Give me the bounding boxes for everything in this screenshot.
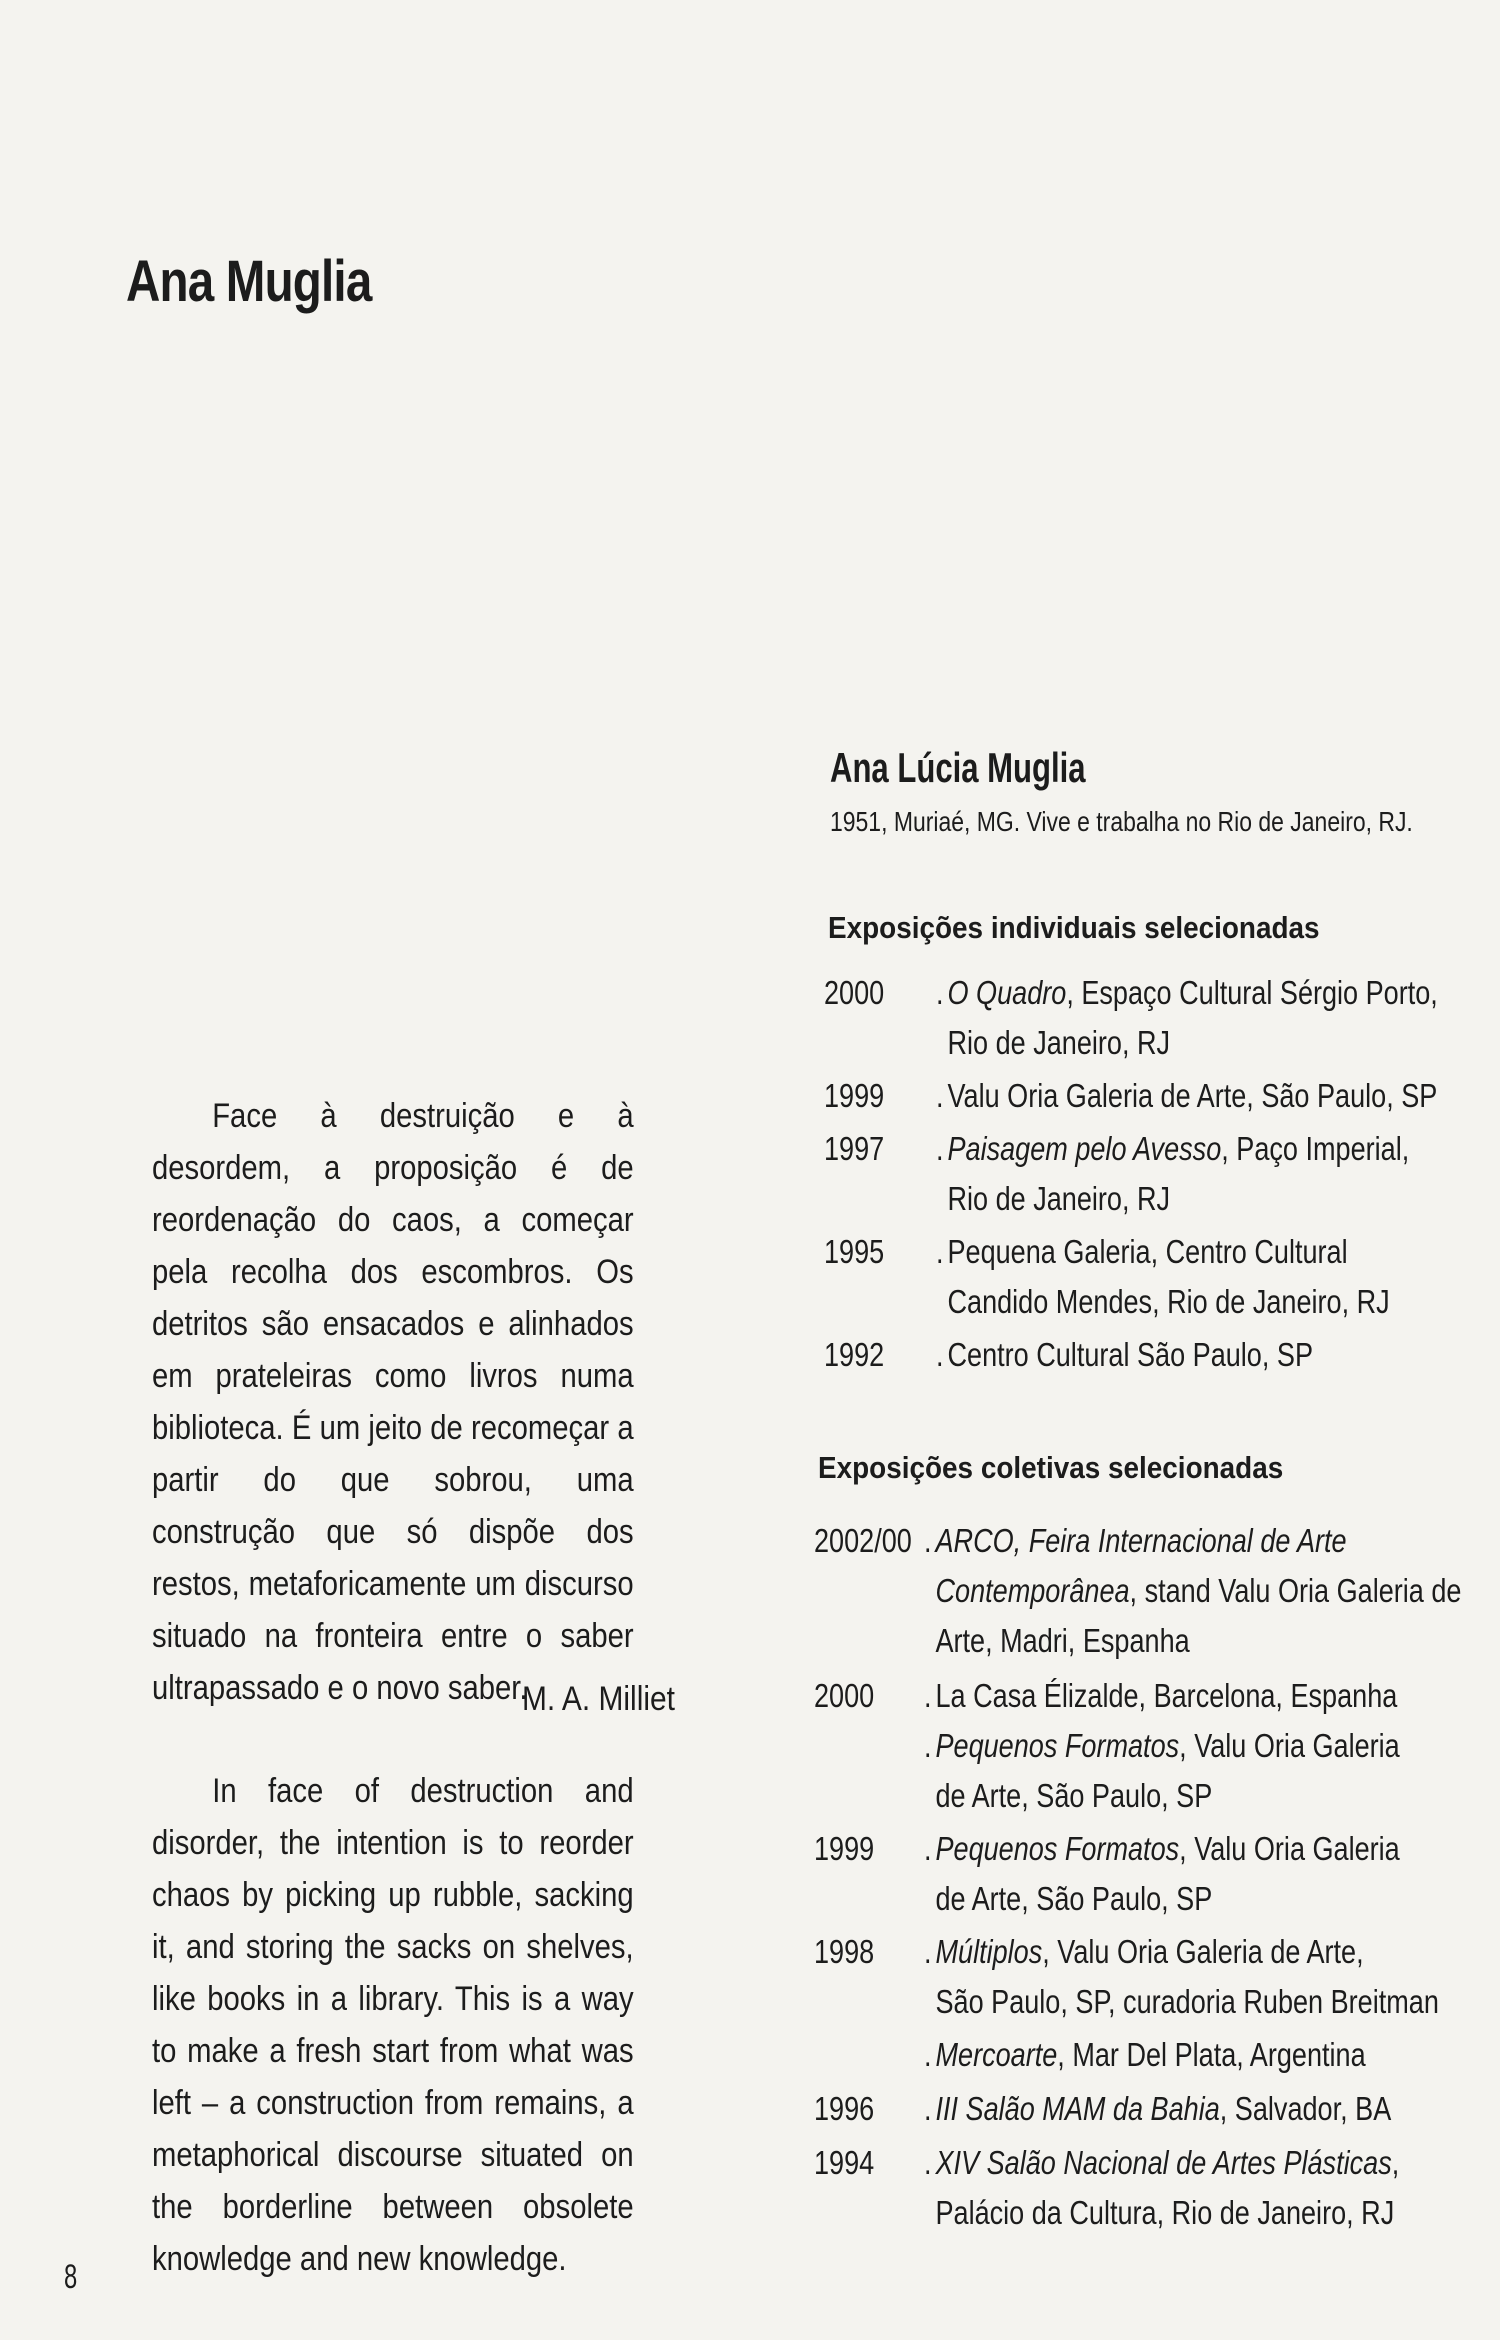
group-entry-continuation xyxy=(924,1977,1439,2027)
solo-entry-title: O Quadro xyxy=(947,974,1067,1011)
bullet-dot: . xyxy=(924,2090,932,2127)
solo-entry xyxy=(936,1330,1313,1380)
group-entry-title: Contemporânea xyxy=(935,1572,1130,1609)
group-entry xyxy=(924,1721,1400,1821)
bullet-dot: . xyxy=(936,1077,944,1114)
group-entry-continuation xyxy=(924,1771,1400,1821)
solo-entry xyxy=(936,968,1438,1068)
solo-entry xyxy=(936,1227,1390,1327)
group-entry-title: Múltiplos xyxy=(935,1933,1043,1970)
group-year: 2000 xyxy=(814,1677,875,1714)
group-entry-title: ARCO, Feira Internacional de Arte xyxy=(935,1522,1347,1559)
solo-entry-text: Valu Oria Galeria de Arte, São Paulo, SP xyxy=(947,1077,1438,1114)
group-entry-text: , Valu Oria Galeria de Arte, xyxy=(1042,1933,1364,1970)
group-year: 1994 xyxy=(814,2144,875,2181)
group-entry xyxy=(924,2084,1391,2134)
bullet-dot: . xyxy=(924,2036,932,2073)
group-entry-text: , xyxy=(1391,2144,1400,2181)
bullet-dot: . xyxy=(936,974,944,1011)
bullet-dot: . xyxy=(924,1933,932,1970)
bullet-dot: . xyxy=(924,1727,932,1764)
artist-bio-details: 1951, Muriaé, MG. Vive e trabalha no Rio de Janeiro, RJ. xyxy=(830,806,1413,837)
solo-entry-continuation xyxy=(936,1018,1438,1068)
group-year: 1996 xyxy=(814,2090,875,2127)
solo-entry-text: Rio de Janeiro, RJ xyxy=(947,1180,1171,1217)
essay-english-text: In face of destruction and disorder, the intention is to reorder chaos by picking up rubble, sacking it, and storing the sacks on shelves, like books in a library. This is a way to make a fresh start from what was left – a construction from remains, a metaphorical discourse situated on the borderline between obsolete knowledge and new knowledge. xyxy=(152,1772,634,2278)
essay-portuguese-text: Face à destruição e à desordem, a proposição é de reordenação do caos, a começar pela recolha dos escombros. Os detritos são ensacados e alinhados em prateleiras como livros numa biblioteca. É um jeito de recomeçar a partir do que sobrou, uma construção que só dispõe dos restos, metaforicamente um discurso situado na fronteira entre o saber ultrapassado e o novo saber. xyxy=(152,1097,634,1707)
solo-entry-text: Pequena Galeria, Centro Cultural xyxy=(947,1233,1348,1270)
solo-year: 1995 xyxy=(824,1233,885,1270)
group-entry xyxy=(924,1824,1400,1924)
solo-year: 1997 xyxy=(824,1130,885,1167)
group-entry-text: de Arte, São Paulo, SP xyxy=(935,1880,1213,1917)
solo-year: 2000 xyxy=(824,974,885,1011)
group-entry xyxy=(924,2030,1366,2080)
solo-entry-text: Centro Cultural São Paulo, SP xyxy=(947,1336,1313,1373)
bullet-dot: . xyxy=(924,1830,932,1867)
solo-entry-continuation xyxy=(936,1174,1409,1224)
group-entry-text: , Salvador, BA xyxy=(1219,2090,1392,2127)
group-entry-text: São Paulo, SP, curadoria Ruben Breitman xyxy=(935,1983,1439,2020)
group-entry-continuation xyxy=(924,1566,1461,1616)
group-entry-text: , Mar Del Plata, Argentina xyxy=(1057,2036,1366,2073)
group-entry xyxy=(924,2138,1399,2238)
essay-english xyxy=(152,1765,634,2285)
group-entry xyxy=(924,1671,1397,1721)
group-entry-title: Pequenos Formatos xyxy=(935,1830,1180,1867)
solo-entry-text: Candido Mendes, Rio de Janeiro, RJ xyxy=(947,1283,1390,1320)
bullet-dot: . xyxy=(924,2144,932,2181)
group-entry-title: XIV Salão Nacional de Artes Plásticas xyxy=(935,2144,1392,2181)
page-title: Ana Muglia xyxy=(126,249,372,314)
group-entry-text: , Valu Oria Galeria xyxy=(1179,1727,1400,1764)
group-exhibitions-heading: Exposições coletivas selecionadas xyxy=(818,1450,1284,1485)
bullet-dot: . xyxy=(936,1336,944,1373)
page-number: 8 xyxy=(64,2258,78,2296)
solo-year: 1992 xyxy=(824,1336,885,1373)
group-entry-title: Mercoarte xyxy=(935,2036,1058,2073)
solo-entry-text: Rio de Janeiro, RJ xyxy=(947,1024,1171,1061)
group-entry-text: , Valu Oria Galeria xyxy=(1179,1830,1400,1867)
solo-exhibitions-heading: Exposições individuais selecionadas xyxy=(828,910,1320,945)
group-entry-text: , stand Valu Oria Galeria de xyxy=(1129,1572,1462,1609)
solo-entry-text: , Espaço Cultural Sérgio Porto, xyxy=(1066,974,1438,1011)
group-entry-continuation xyxy=(924,2188,1399,2238)
solo-entry-continuation xyxy=(936,1277,1390,1327)
group-year: 1998 xyxy=(814,1933,875,1970)
essay-portuguese xyxy=(152,1090,634,1714)
group-entry xyxy=(924,1927,1439,2027)
group-year: 1999 xyxy=(814,1830,875,1867)
group-entry-text: La Casa Élizalde, Barcelona, Espanha xyxy=(935,1677,1398,1714)
bullet-dot: . xyxy=(924,1522,932,1559)
group-entry-title: Pequenos Formatos xyxy=(935,1727,1180,1764)
group-entry-continuation: Arte, Madri, Espanha xyxy=(935,1622,1190,1659)
artist-full-name: Ana Lúcia Muglia xyxy=(830,744,1086,791)
group-entry-continuation xyxy=(924,1874,1400,1924)
bullet-dot: . xyxy=(936,1130,944,1167)
essay-author: M. A. Milliet xyxy=(522,1680,675,1718)
solo-year: 1999 xyxy=(824,1077,885,1114)
group-entry-text: Palácio da Cultura, Rio de Janeiro, RJ xyxy=(935,2194,1395,2231)
solo-entry-title: Paisagem pelo Avesso xyxy=(947,1130,1222,1167)
group-entry-title: III Salão MAM da Bahia xyxy=(935,2090,1220,2127)
bullet-dot: . xyxy=(936,1233,944,1270)
solo-entry-text: , Paço Imperial, xyxy=(1221,1130,1410,1167)
bullet-dot: . xyxy=(924,1677,932,1714)
group-entry-text: de Arte, São Paulo, SP xyxy=(935,1777,1213,1814)
solo-entry xyxy=(936,1124,1409,1224)
group-entry xyxy=(924,1516,1461,1666)
solo-entry xyxy=(936,1071,1437,1121)
group-year: 2002/00 xyxy=(814,1522,912,1559)
